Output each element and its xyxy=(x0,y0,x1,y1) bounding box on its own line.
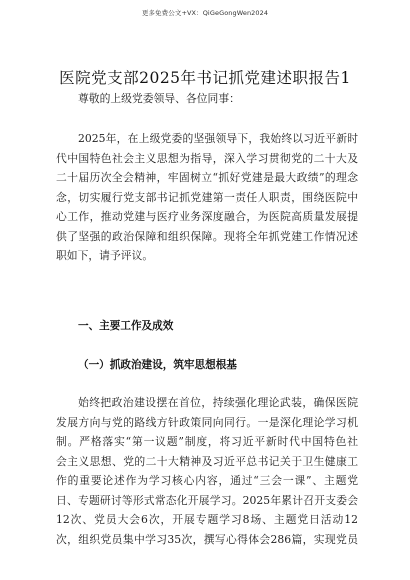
section-line: 制。严格落实“第一议题”制度，将习近平新时代中国特色社 xyxy=(56,435,358,448)
section-heading: 一、主要工作及成效 xyxy=(78,320,174,332)
header-note: 更多免费公文+VX：QiGeGongWen2024 xyxy=(141,9,269,17)
section-line: 发展方向与党的路线方针政策同向同行。一是深化理论学习机 xyxy=(56,415,358,429)
intro-line: 供了坚强的政治保障和组织保障。现将全年抓党建工作情况述 xyxy=(56,229,358,243)
section-line: 次，组织党员集中学习35次，撰写心得体会286篇，实现党员 xyxy=(56,532,358,546)
salutation: 尊敬的上级党委领导、各位同事： xyxy=(78,92,240,105)
document-title: 医院党支部2025年书记抓党建述职报告1 xyxy=(59,69,351,87)
intro-line: 心工作，推动党建与医疗业务深度融合，为医院高质量发展提 xyxy=(56,210,358,223)
intro-paragraph xyxy=(56,129,358,266)
section-line: 12次、党员大会6次，开展专题学习8场、主题党日活动12 xyxy=(56,513,358,526)
section-line: 始终把政治建设摆在首位，持续强化理论武装，确保医院 xyxy=(78,396,358,409)
intro-line: 二十届历次全会精神，牢固树立“抓好党建是最大政绩”的理念 xyxy=(56,171,358,184)
section-line: 会主义思想、党的二十大精神及习近平总书记关于卫生健康工 xyxy=(56,454,358,468)
intro-line: 职如下，请予评议。 xyxy=(56,249,154,262)
salutation-block xyxy=(56,89,358,109)
section-line: 作的重要论述作为学习核心内容，通过“三会一课”、主题党 xyxy=(56,474,358,487)
section-paragraph xyxy=(56,393,358,549)
intro-line: 2025年，在上级党委的坚强领导下，我始终以习近平新时 xyxy=(78,132,358,145)
intro-line: 代中国特色社会主义思想为指导，深入学习贯彻党的二十大及 xyxy=(56,151,358,165)
intro-line: 念，切实履行党支部书记抓党建第一责任人职责，围绕医院中 xyxy=(56,190,358,204)
subsection-heading: （一）抓政治建设，筑牢思想根基 xyxy=(78,359,237,371)
section-line: 日、专题研讨等形式常态化开展学习。2025年累计召开支委会 xyxy=(56,493,358,507)
